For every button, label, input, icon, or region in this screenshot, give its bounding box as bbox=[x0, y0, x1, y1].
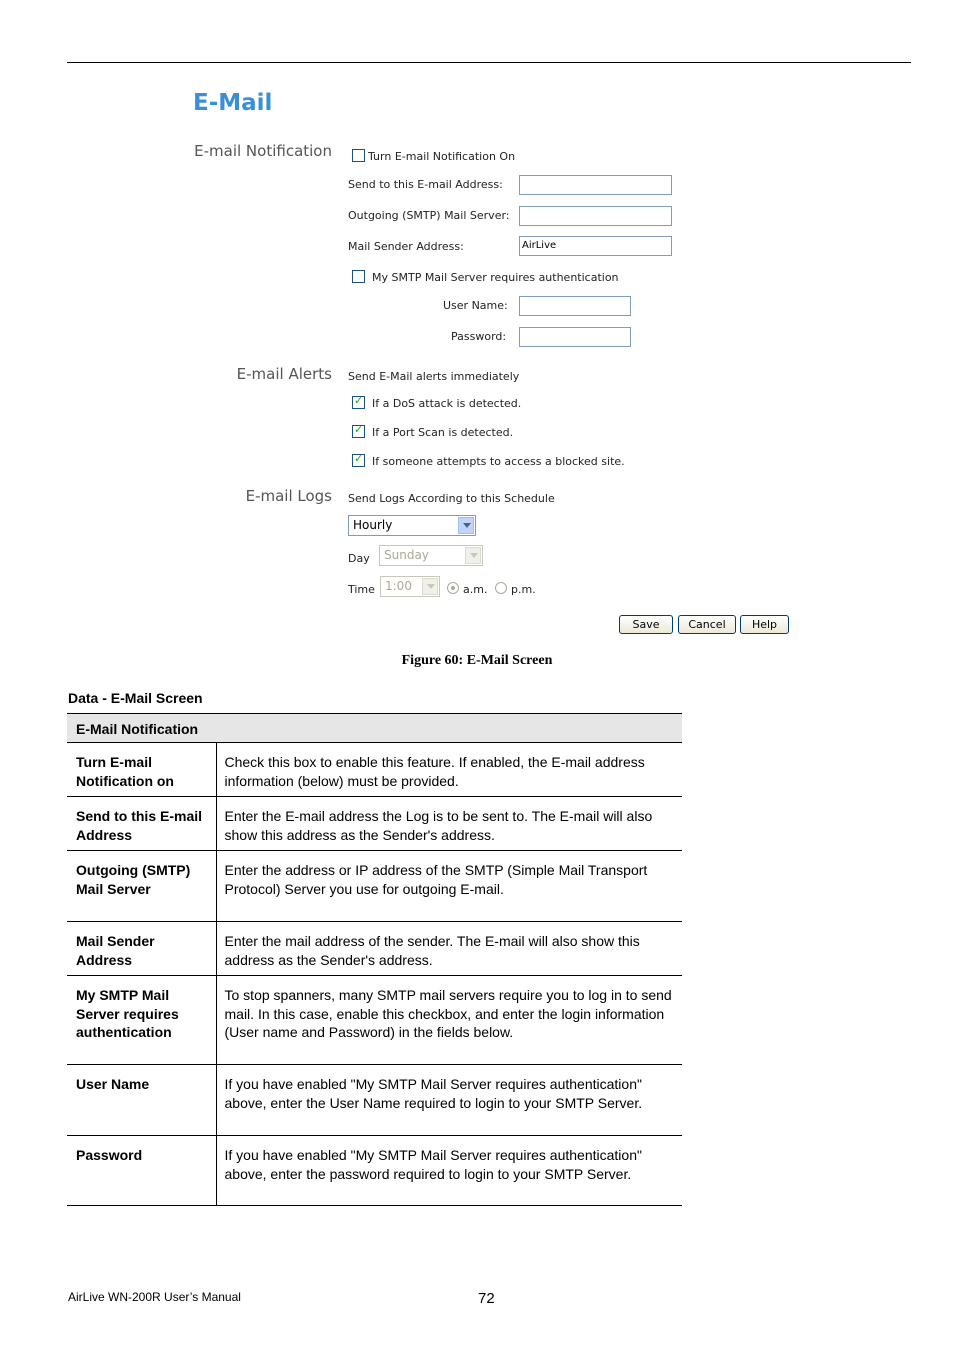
send-to-label: Send to this E-mail Address: bbox=[348, 178, 503, 191]
username-input[interactable] bbox=[519, 296, 631, 316]
day-value: Sunday bbox=[384, 548, 429, 562]
send-to-input[interactable] bbox=[519, 175, 672, 195]
section-label-alerts: E-mail Alerts bbox=[236, 365, 332, 383]
row-desc: Enter the address or IP address of the SMTP (Simple Mail Transport Protocol) Server you use for outgoing E-mail. bbox=[216, 851, 682, 922]
cancel-button[interactable]: Cancel bbox=[678, 615, 736, 634]
am-radio[interactable] bbox=[447, 582, 459, 594]
dos-alert-label: If a DoS attack is detected. bbox=[372, 397, 522, 410]
port-scan-alert-label: If a Port Scan is detected. bbox=[372, 426, 514, 439]
row-key: User Name bbox=[67, 1065, 216, 1136]
time-select[interactable] bbox=[380, 576, 440, 597]
pm-radio[interactable] bbox=[495, 582, 507, 594]
row-desc: Enter the mail address of the sender. The E-mail will also show this address as the Sender's address. bbox=[216, 922, 682, 976]
table-row bbox=[67, 1136, 682, 1206]
pm-label: p.m. bbox=[511, 583, 536, 596]
email-screen bbox=[0, 0, 954, 640]
day-label: Day bbox=[348, 552, 370, 565]
schedule-value: Hourly bbox=[353, 518, 393, 532]
table-row bbox=[67, 976, 682, 1065]
row-key: Password bbox=[67, 1136, 216, 1206]
footer-manual-title: AirLive WN-200R User’s Manual bbox=[68, 1290, 241, 1304]
password-input[interactable] bbox=[519, 327, 631, 347]
row-key: Mail Sender Address bbox=[67, 922, 216, 976]
row-desc: Check this box to enable this feature. If enabled, the E-mail address information (below) must be provided. bbox=[216, 743, 682, 797]
page-number: 72 bbox=[478, 1290, 495, 1307]
blocked-site-alert-label: If someone attempts to access a blocked site. bbox=[372, 455, 625, 468]
password-label: Password: bbox=[451, 330, 507, 343]
table-title: Data - E-Mail Screen bbox=[68, 690, 203, 706]
row-desc: Enter the E-mail address the Log is to be sent to. The E-mail will also show this address as the Sender's address. bbox=[216, 797, 682, 851]
smtp-server-label: Outgoing (SMTP) Mail Server: bbox=[348, 209, 510, 222]
row-key: Turn E-mail Notification on bbox=[67, 743, 216, 797]
save-button[interactable]: Save bbox=[619, 615, 673, 634]
row-desc: If you have enabled "My SMTP Mail Server requires authentication" above, enter the User Name required to login to your SMTP Server. bbox=[216, 1065, 682, 1136]
am-label: a.m. bbox=[463, 583, 488, 596]
smtp-server-input[interactable] bbox=[519, 206, 672, 226]
alerts-intro: Send E-Mail alerts immediately bbox=[348, 370, 520, 383]
table-header: E-Mail Notification bbox=[67, 714, 682, 743]
dos-alert-checkbox[interactable] bbox=[352, 396, 365, 409]
chevron-down-icon bbox=[458, 517, 474, 534]
auth-checkbox[interactable] bbox=[352, 270, 365, 283]
page-title: E-Mail bbox=[193, 90, 273, 116]
sender-address-input[interactable]: AirLive bbox=[519, 236, 672, 256]
data-table bbox=[67, 713, 682, 1206]
port-scan-alert-checkbox[interactable] bbox=[352, 425, 365, 438]
row-key: Send to this E-mail Address bbox=[67, 797, 216, 851]
row-key: Outgoing (SMTP) Mail Server bbox=[67, 851, 216, 922]
schedule-select[interactable] bbox=[348, 515, 476, 536]
table-row bbox=[67, 922, 682, 976]
table-row bbox=[67, 851, 682, 922]
section-label-notification: E-mail Notification bbox=[194, 142, 332, 160]
day-select[interactable] bbox=[379, 545, 483, 566]
time-value: 1:00 bbox=[385, 579, 412, 593]
username-label: User Name: bbox=[443, 299, 508, 312]
row-desc: If you have enabled "My SMTP Mail Server requires authentication" above, enter the password required to login to your SMTP Server. bbox=[216, 1136, 682, 1206]
sender-address-label: Mail Sender Address: bbox=[348, 240, 464, 253]
chevron-down-icon bbox=[465, 547, 481, 564]
table-row bbox=[67, 797, 682, 851]
blocked-site-alert-checkbox[interactable] bbox=[352, 454, 365, 467]
turn-on-checkbox[interactable] bbox=[352, 149, 365, 162]
row-key: My SMTP Mail Server requires authentication bbox=[67, 976, 216, 1065]
turn-on-label: Turn E-mail Notification On bbox=[368, 150, 516, 163]
logs-intro: Send Logs According to this Schedule bbox=[348, 492, 555, 505]
auth-label: My SMTP Mail Server requires authentication bbox=[372, 271, 619, 284]
table-row bbox=[67, 743, 682, 797]
row-desc: To stop spanners, many SMTP mail servers require you to log in to send mail. In this case, enable this checkbox, and enter the login information (User name and Password) in the fields below. bbox=[216, 976, 682, 1065]
table-row bbox=[67, 1065, 682, 1136]
figure-caption: Figure 60: E-Mail Screen bbox=[401, 653, 553, 668]
help-button[interactable]: Help bbox=[740, 615, 789, 634]
time-label: Time bbox=[348, 583, 375, 596]
section-label-logs: E-mail Logs bbox=[245, 487, 332, 505]
chevron-down-icon bbox=[422, 578, 438, 595]
